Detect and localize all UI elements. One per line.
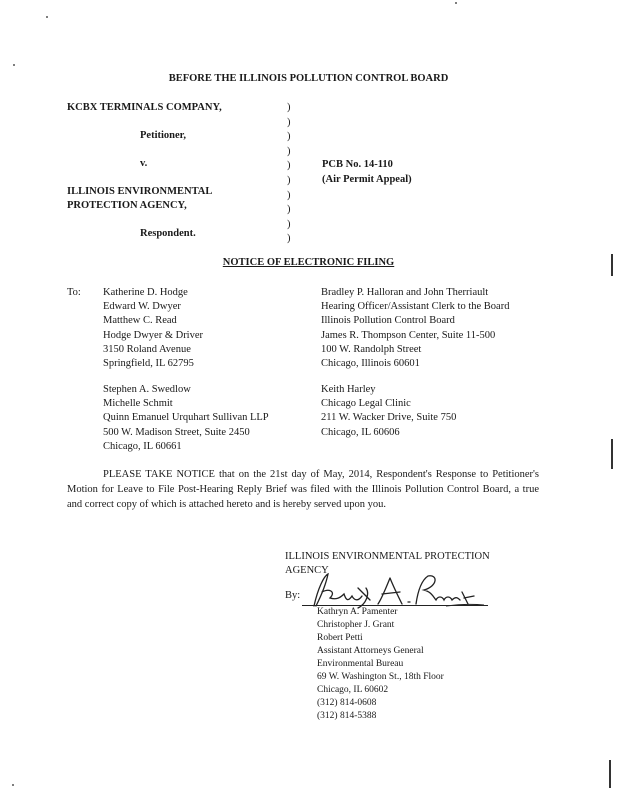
address-line: Hearing Officer/Assistant Clerk to the Board: [321, 301, 510, 313]
address-line: Edward W. Dwyer: [103, 301, 181, 313]
address-line: Hodge Dwyer & Driver: [103, 329, 204, 341]
scan-dot: [455, 2, 457, 4]
scan-mark: [609, 760, 611, 788]
paren: ): [287, 102, 291, 113]
address-line: Illinois Pollution Control Board: [321, 315, 455, 327]
case-type: (Air Permit Appeal): [322, 173, 412, 185]
address-line: Chicago, IL 60606: [321, 426, 400, 438]
notice-text: PLEASE TAKE NOTICE that on the 21st day of May, 2014, Respondent's Response to Petitioner's Motion for Leave to File Post-Hearing Reply Brief was filed with the Illinois Pollution Control Board, a true and correct copy of which is attached hereto and is hereby served upon you.: [67, 469, 539, 510]
paren: ): [287, 204, 291, 216]
scan-mark: [611, 439, 613, 469]
recipient-hodge-dwyer: [103, 286, 203, 371]
signatory-list: [317, 606, 444, 723]
address-line: 211 W. Wacker Drive, Suite 750: [321, 412, 457, 424]
scan-dot: [12, 784, 14, 786]
paren: ): [287, 233, 291, 245]
paren: ): [287, 131, 291, 143]
address-line: Bradley P. Halloran and John Therriault: [321, 287, 489, 298]
respondent-name-line1: ILLINOIS ENVIRONMENTAL: [67, 186, 213, 197]
to-label: To:: [67, 287, 81, 298]
address-line: Springfield, IL 62795: [103, 358, 194, 370]
address-line: 3150 Roland Avenue: [103, 343, 191, 355]
notice-title: NOTICE OF ELECTRONIC FILING: [222, 257, 395, 268]
address-line: Keith Harley: [321, 384, 376, 395]
paren: ): [287, 116, 291, 128]
caption-paren-column: [287, 101, 291, 247]
respondent-role: Respondent.: [140, 228, 196, 239]
notice-paragraph: [67, 468, 539, 512]
signatory-line: (312) 814-5388: [317, 711, 377, 721]
case-number-block: [322, 158, 412, 187]
paren: ): [287, 218, 291, 230]
address-line: Katherine D. Hodge: [103, 287, 188, 298]
signatory-line: Assistant Attorneys General: [317, 646, 424, 656]
signatory-line: Chicago, IL 60602: [317, 685, 389, 695]
versus: v.: [140, 158, 148, 169]
petitioner-name: KCBX TERMINALS COMPANY,: [67, 102, 222, 113]
scan-dot: [46, 16, 48, 18]
recipient-quinn-emanuel: [103, 383, 269, 454]
scan-mark: [611, 254, 613, 276]
recipient-pollution-board: [321, 286, 509, 371]
address-line: Matthew C. Read: [103, 315, 177, 327]
agency-line1: ILLINOIS ENVIRONMENTAL PROTECTION: [285, 551, 490, 562]
petitioner-role: Petitioner,: [140, 130, 186, 141]
signatory-line: Robert Petti: [317, 633, 363, 643]
paren: ): [287, 145, 291, 157]
case-caption-parties: [67, 101, 222, 241]
respondent-name-line2: PROTECTION AGENCY,: [67, 200, 187, 211]
signatory-line: Kathryn A. Pamenter: [317, 607, 398, 617]
address-line: Quinn Emanuel Urquhart Sullivan LLP: [103, 412, 269, 424]
paren: ): [287, 160, 291, 172]
address-line: 500 W. Madison Street, Suite 2450: [103, 426, 250, 438]
address-line: Michelle Schmit: [103, 398, 173, 410]
address-line: James R. Thompson Center, Suite 11-500: [321, 329, 496, 341]
paren: ): [287, 174, 291, 186]
recipient-chicago-legal-clinic: [321, 383, 456, 440]
case-number: PCB No. 14-110: [322, 159, 393, 170]
address-line: Chicago, IL 60661: [103, 440, 182, 452]
signatory-line: Christopher J. Grant: [317, 620, 395, 630]
address-line: Chicago Legal Clinic: [321, 398, 411, 410]
address-line: Chicago, Illinois 60601: [321, 358, 420, 370]
handwritten-signature: [296, 570, 486, 610]
signatory-line: Environmental Bureau: [317, 659, 404, 669]
by-label: By:: [285, 590, 301, 601]
signatory-line: 69 W. Washington St., 18th Floor: [317, 672, 444, 682]
paren: ): [287, 189, 291, 201]
signatory-line: (312) 814-0608: [317, 698, 377, 708]
address-line: Stephen A. Swedlow: [103, 384, 191, 395]
scan-dot: [13, 64, 15, 66]
address-line: 100 W. Randolph Street: [321, 343, 422, 355]
agency-line2: AGENCY: [285, 565, 329, 576]
board-header: BEFORE THE ILLINOIS POLLUTION CONTROL BOARD: [168, 73, 449, 84]
